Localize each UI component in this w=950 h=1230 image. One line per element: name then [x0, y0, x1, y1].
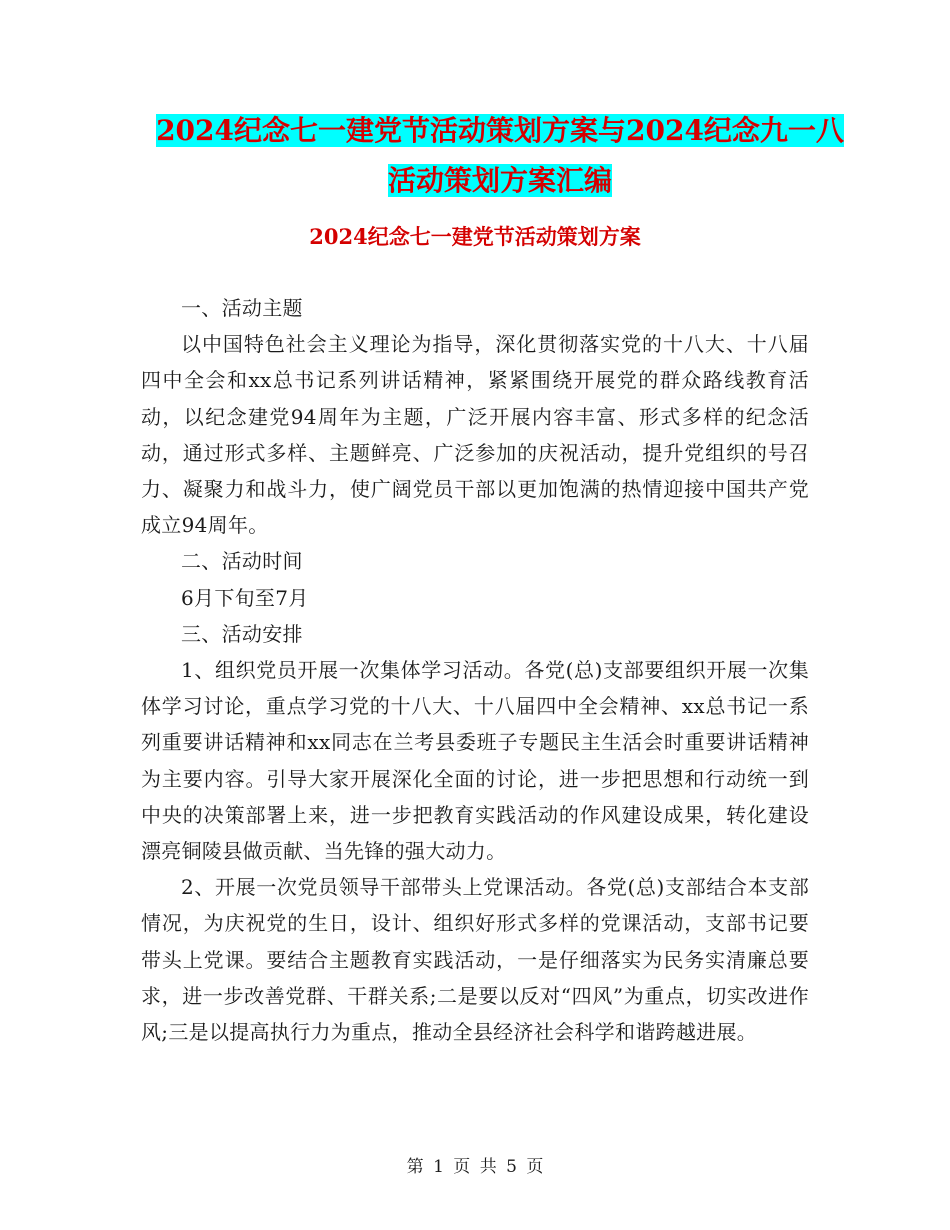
- paragraph-arrangement-1: 1、组织党员开展一次集体学习活动。各党(总)支部要组织开展一次集体学习讨论，重点学习党的十八大、十八届四中全会精神、xx总书记一系列重要讲话精神和xx同志在兰考县委班子专题民主生活会时重要讲话精神为主要内容。引导大家开展深化全面的讨论，进一步把思想和行动统一到中央的决策部署上来，进一步把教育实践活动的作风建设成果，转化建设漂亮铜陵县做贡献、当先锋的强大动力。: [141, 658, 809, 864]
- main-title-line1: 2024纪念七一建党节活动策划方案与2024纪念九一八: [156, 114, 844, 147]
- page-footer: 第 1 页 共 5 页: [406, 1157, 544, 1177]
- section-title: 2024纪念七一建党节活动策划方案: [309, 224, 641, 249]
- document-body: [141, 290, 809, 1050]
- main-title-line2: 活动策划方案汇编: [387, 164, 612, 197]
- heading-activity-time: 二、活动时间: [181, 549, 303, 574]
- paragraph-activity-time: 6月下旬至7月: [181, 585, 309, 610]
- heading-activity-arrangement: 三、活动安排: [181, 621, 303, 646]
- main-title: [140, 106, 860, 206]
- paragraph-arrangement-2: 2、开展一次党员领导干部带头上党课活动。各党(总)支部结合本支部情况，为庆祝党的生日，设计、组织好形式多样的党课活动，支部书记要带头上党课。要结合主题教育实践活动，一是仔细落实为民务实清廉总要求，进一步改善党群、干群关系;二是要以反对“四风”为重点，切实改进作风;三是以提高执行力为重点，推动全县经济社会科学和谐跨越进展。: [141, 875, 809, 1045]
- heading-activity-theme: 一、活动主题: [181, 296, 303, 320]
- paragraph-activity-theme: 以中国特色社会主义理论为指导，深化贯彻落实党的十八大、十八届四中全会和xx总书记系列讲话精神，紧紧围绕开展党的群众路线教育活动，以纪念建党94周年为主题，广泛开展内容丰富、形式多样的纪念活动，通过形式多样、主题鲜亮、广泛参加的庆祝活动，提升党组织的号召力、凝聚力和战斗力，使广阔党员干部以更加饱满的热情迎接中国共产党成立94周年。: [141, 332, 809, 538]
